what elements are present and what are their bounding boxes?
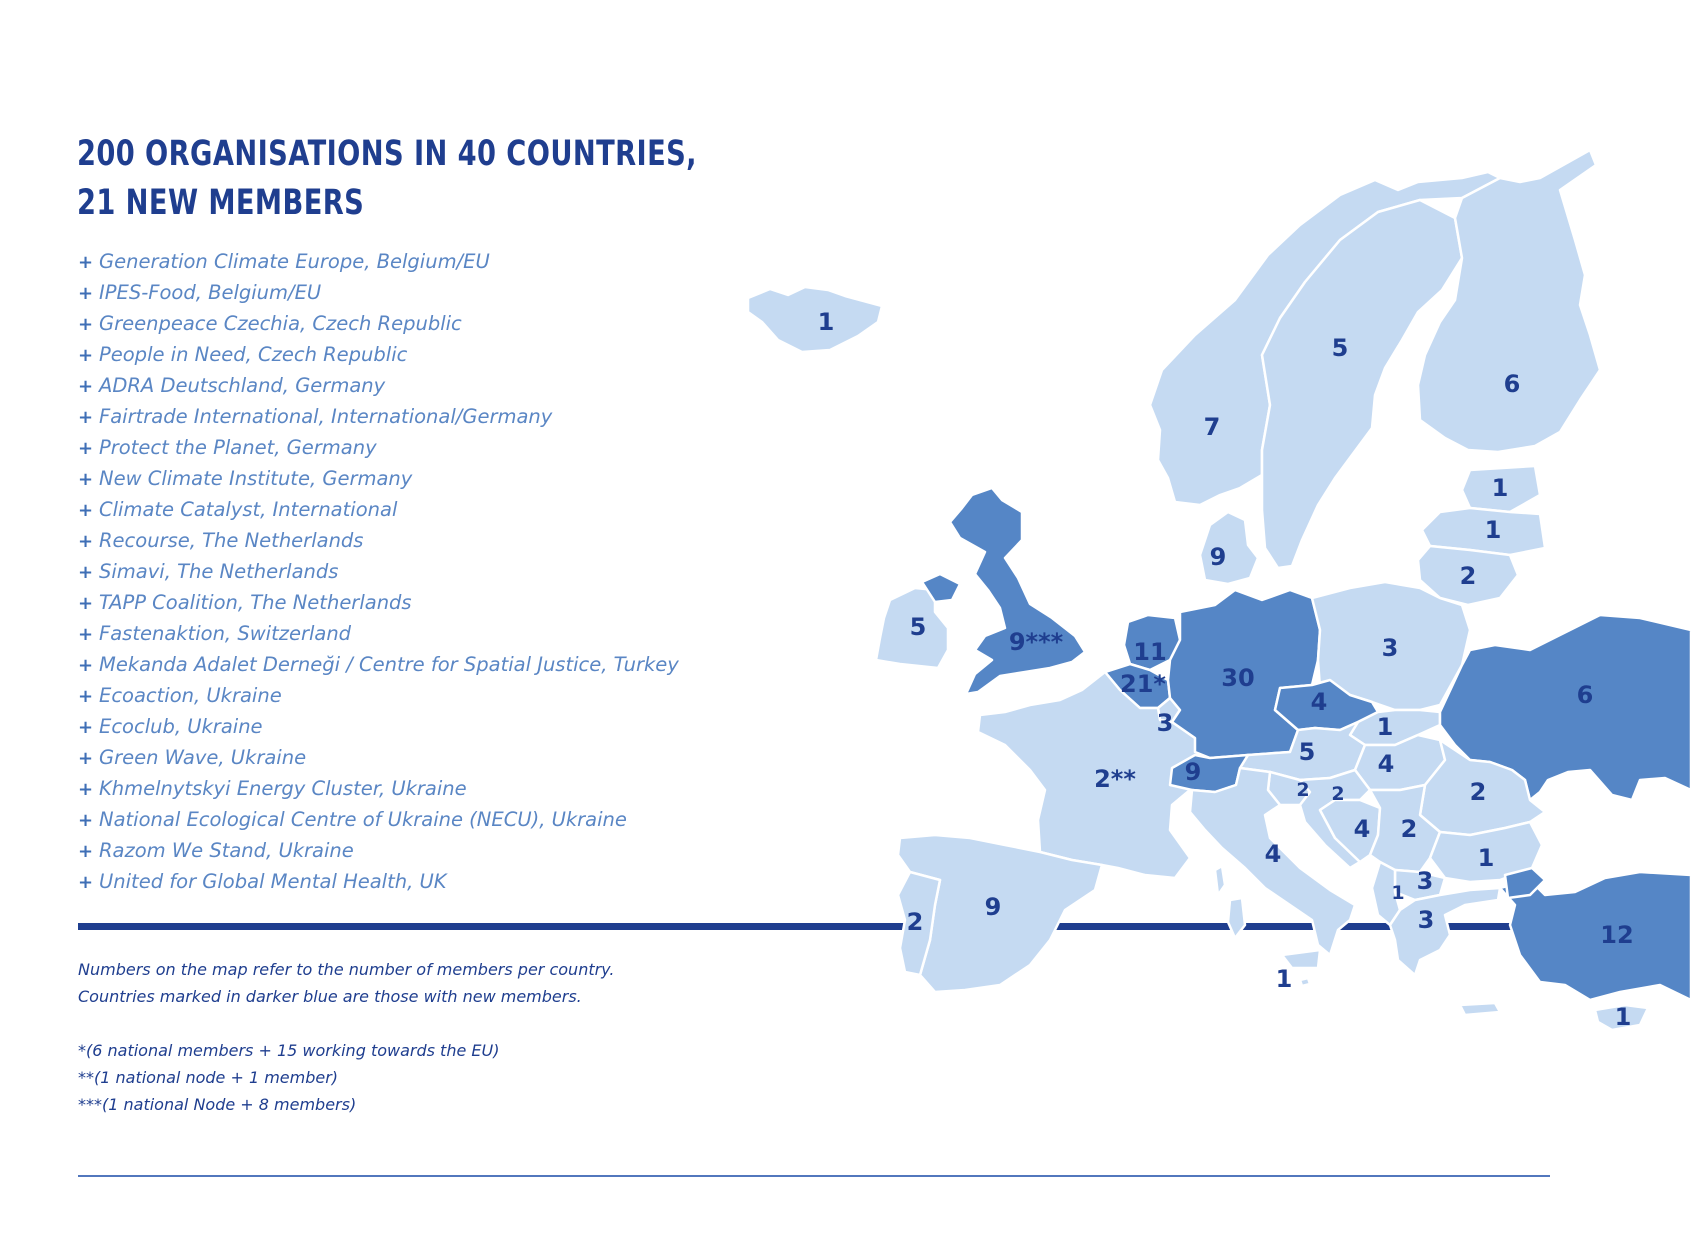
member-name: United for Global Mental Health, UK bbox=[99, 870, 447, 893]
label-iceland: 1 bbox=[817, 308, 835, 336]
label-germany: 30 bbox=[1221, 664, 1255, 692]
label-spain: 9 bbox=[984, 893, 1002, 921]
member-name: Greenpeace Czechia, Czech Republic bbox=[99, 312, 462, 335]
label-hungary: 4 bbox=[1377, 750, 1395, 778]
plus-icon: + bbox=[78, 438, 94, 459]
note-darker-blue: Countries marked in darker blue are those with new members. bbox=[78, 987, 582, 1006]
label-luxembourg: 3 bbox=[1156, 709, 1174, 737]
label-netherlands: 11 bbox=[1133, 638, 1167, 666]
label-belgium: 21* bbox=[1120, 670, 1166, 698]
plus-icon: + bbox=[78, 345, 94, 366]
label-ukraine: 6 bbox=[1576, 681, 1594, 709]
footnote-double-asterisk: **(1 national node + 1 member) bbox=[78, 1068, 339, 1087]
plus-icon: + bbox=[78, 655, 94, 676]
member-name: TAPP Coalition, The Netherlands bbox=[99, 591, 412, 614]
member-name: Khmelnytskyi Energy Cluster, Ukraine bbox=[99, 777, 467, 800]
label-austria: 5 bbox=[1298, 738, 1316, 766]
plus-icon: + bbox=[78, 407, 94, 428]
map-notes bbox=[78, 956, 615, 1118]
plus-icon: + bbox=[78, 531, 94, 552]
plus-icon: + bbox=[78, 810, 94, 831]
plus-icon: + bbox=[78, 252, 94, 273]
plus-icon: + bbox=[78, 748, 94, 769]
label-uk: 9*** bbox=[1008, 628, 1064, 656]
country-malta bbox=[1300, 978, 1310, 986]
footnote-triple-asterisk: ***(1 national Node + 8 members) bbox=[78, 1095, 357, 1114]
label-denmark: 9 bbox=[1209, 543, 1227, 571]
plus-icon: + bbox=[78, 376, 94, 397]
member-name: Mekanda Adalet Derneği / Centre for Spatial Justice, Turkey bbox=[99, 653, 679, 676]
label-bulgaria: 1 bbox=[1477, 844, 1495, 872]
plus-icon: + bbox=[78, 314, 94, 335]
label-croatia: 2 bbox=[1331, 783, 1345, 805]
country-iceland bbox=[748, 287, 882, 352]
member-name: Simavi, The Netherlands bbox=[99, 560, 339, 583]
label-north-macedonia: 3 bbox=[1416, 867, 1434, 895]
country-corsica bbox=[1215, 866, 1225, 895]
title-line-2: 21 NEW MEMBERS bbox=[77, 183, 365, 223]
plus-icon: + bbox=[78, 469, 94, 490]
footnote-single-asterisk: *(6 national members + 15 working towards the EU) bbox=[78, 1041, 500, 1060]
plus-icon: + bbox=[78, 686, 94, 707]
label-malta: 1 bbox=[1275, 965, 1293, 993]
member-name: New Climate Institute, Germany bbox=[99, 467, 413, 490]
member-name: Protect the Planet, Germany bbox=[99, 436, 377, 459]
plus-icon: + bbox=[78, 500, 94, 521]
label-poland: 3 bbox=[1381, 634, 1399, 662]
label-bosnia: 4 bbox=[1353, 815, 1371, 843]
plus-icon: + bbox=[78, 624, 94, 645]
label-france: 2** bbox=[1094, 765, 1136, 793]
country-greece bbox=[1390, 888, 1500, 975]
label-portugal: 2 bbox=[906, 908, 924, 936]
label-finland: 6 bbox=[1503, 370, 1521, 398]
member-name: Climate Catalyst, International bbox=[99, 498, 398, 521]
label-lithuania: 2 bbox=[1459, 562, 1477, 590]
label-czech: 4 bbox=[1310, 688, 1328, 716]
plus-icon: + bbox=[78, 872, 94, 893]
label-turkey: 12 bbox=[1600, 921, 1634, 949]
label-switzerland: 9 bbox=[1184, 758, 1202, 786]
label-cyprus: 1 bbox=[1614, 1003, 1632, 1031]
title-line-1: 200 ORGANISATIONS IN 40 COUNTRIES, bbox=[77, 134, 697, 174]
label-estonia: 1 bbox=[1491, 474, 1509, 502]
label-norway: 7 bbox=[1203, 413, 1221, 441]
label-latvia: 1 bbox=[1484, 516, 1502, 544]
label-sweden: 5 bbox=[1331, 334, 1349, 362]
label-slovenia: 2 bbox=[1296, 779, 1310, 801]
plus-icon: + bbox=[78, 562, 94, 583]
member-name: Fairtrade International, International/Germany bbox=[99, 405, 553, 428]
country-crete bbox=[1460, 1003, 1500, 1015]
label-ireland: 5 bbox=[909, 613, 927, 641]
label-serbia: 2 bbox=[1400, 815, 1418, 843]
member-name: IPES-Food, Belgium/EU bbox=[99, 281, 322, 304]
plus-icon: + bbox=[78, 717, 94, 738]
member-name: Recourse, The Netherlands bbox=[99, 529, 364, 552]
country-sardinia bbox=[1228, 898, 1245, 938]
plus-icon: + bbox=[78, 841, 94, 862]
member-name: Green Wave, Ukraine bbox=[99, 746, 307, 769]
member-name: ADRA Deutschland, Germany bbox=[99, 374, 386, 397]
member-name: Ecoclub, Ukraine bbox=[99, 715, 263, 738]
member-name: Ecoaction, Ukraine bbox=[99, 684, 282, 707]
plus-icon: + bbox=[78, 779, 94, 800]
label-greece: 3 bbox=[1417, 906, 1435, 934]
member-name: Generation Climate Europe, Belgium/EU bbox=[99, 250, 490, 273]
country-uk bbox=[950, 488, 1085, 694]
label-italy: 4 bbox=[1264, 840, 1282, 868]
label-romania: 2 bbox=[1469, 778, 1487, 806]
label-slovakia: 1 bbox=[1376, 713, 1394, 741]
label-albania: 1 bbox=[1391, 882, 1405, 904]
note-numbers: Numbers on the map refer to the number of members per country. bbox=[78, 960, 615, 979]
member-name: Razom We Stand, Ukraine bbox=[99, 839, 354, 862]
plus-icon: + bbox=[78, 593, 94, 614]
member-name: People in Need, Czech Republic bbox=[99, 343, 408, 366]
member-name: Fastenaktion, Switzerland bbox=[99, 622, 352, 645]
member-name: National Ecological Centre of Ukraine (NECU), Ukraine bbox=[99, 808, 627, 831]
plus-icon: + bbox=[78, 283, 94, 304]
